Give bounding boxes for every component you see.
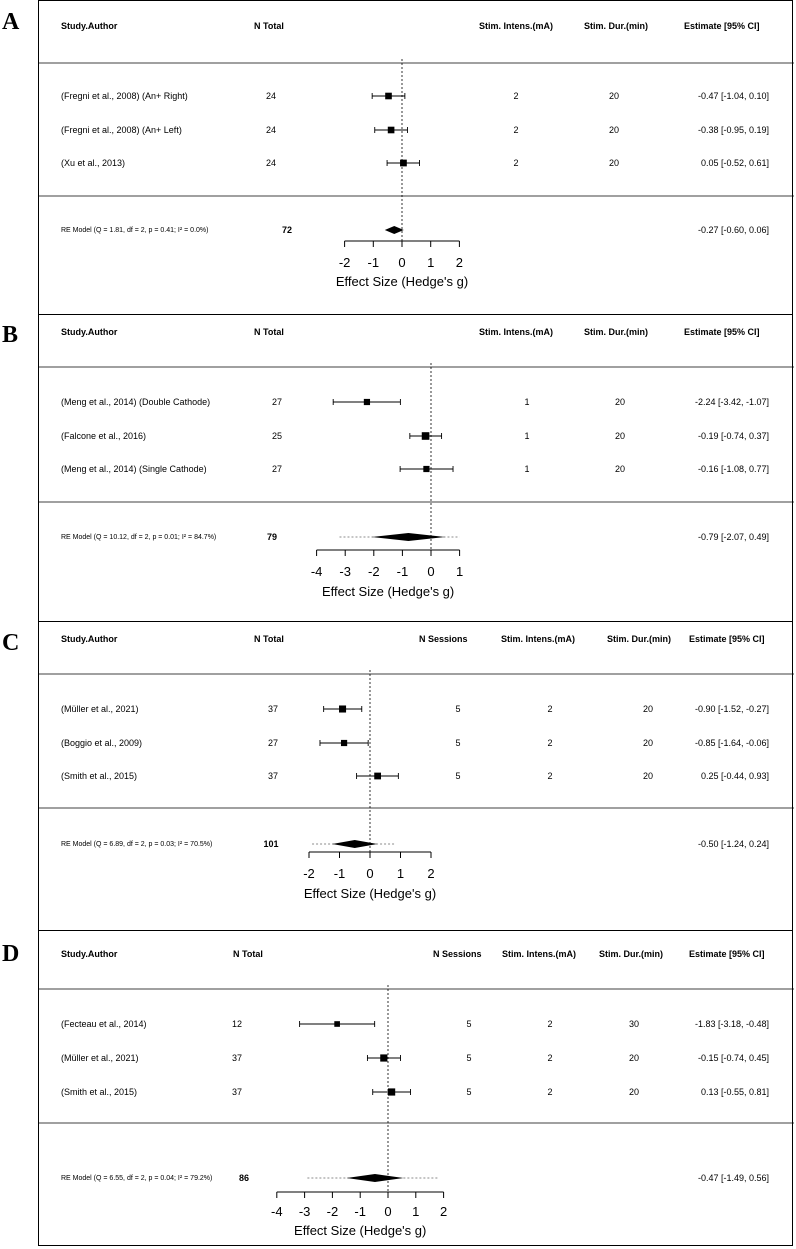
panel-letter-b: B [2,322,19,348]
forest-plot-a [39,1,794,314]
study-estimate-text: 0.25 [-0.44, 0.93] [700,771,769,781]
study-author-label: (Smith et al., 2015) [61,771,138,781]
study-author-label: (Smith et al., 2015) [61,1087,138,1097]
study-point-estimate [334,1021,340,1027]
forest-plot-c [39,622,794,930]
column-header-a-3: Stim. Dur.(min) [584,21,649,31]
study-point-estimate [422,432,430,440]
summary-estimate-text: -0.50 [-1.24, 0.24] [697,839,769,849]
summary-diamond [347,1174,404,1182]
study-n-total: 27 [271,397,283,407]
column-header-b-2: Stim. Intens.(mA) [479,327,554,337]
x-tick-label: 0 [384,1204,392,1219]
study-n-total: 24 [265,158,277,168]
summary-n-total: 79 [266,532,278,542]
summary-estimate-text: -0.27 [-0.60, 0.06] [697,225,769,235]
x-tick-label: 2 [455,255,464,270]
study-author-label: (Müller et al., 2021) [61,1053,139,1063]
x-tick-label: 2 [427,866,435,881]
column-header-c-2: N Sessions [419,634,468,644]
study-point-estimate [374,773,381,780]
summary-model-label: RE Model (Q = 1.81, df = 2, p = 0.41; I² = 0.0%) [61,227,209,234]
study-moderator-value: 20 [642,738,654,748]
study-moderator-value: 2 [547,1087,553,1097]
study-point-estimate [380,1054,387,1061]
study-n-total: 37 [267,771,279,781]
study-author-label: (Fregni et al., 2008) (An+ Left) [61,125,182,135]
x-tick-label: 2 [439,1204,448,1219]
study-moderator-value: 1 [524,431,530,441]
column-header-a-4: Estimate [95% CI] [684,21,760,31]
column-header-a-0: Study.Author [61,21,118,31]
study-point-estimate [388,1088,395,1095]
x-tick-label: -2 [303,866,315,881]
study-point-estimate [364,399,370,405]
column-header-d-1: N Total [233,949,263,959]
study-n-total: 12 [231,1019,243,1029]
study-n-total: 37 [231,1053,243,1063]
column-header-d-5: Estimate [95% CI] [689,949,765,959]
forest-plot-d [39,931,794,1245]
column-header-b-3: Stim. Dur.(min) [584,327,649,337]
study-n-total: 27 [267,738,279,748]
column-header-c-1: N Total [254,634,284,644]
column-header-c-5: Estimate [95% CI] [689,634,765,644]
study-estimate-text: -0.16 [-1.08, 0.77] [697,464,769,474]
study-author-label: (Fecteau et al., 2014) [61,1019,147,1029]
x-axis-label: Effect Size (Hedge's g) [335,274,469,289]
study-estimate-text: -0.47 [-1.04, 0.10] [697,91,769,101]
x-tick-label: -2 [326,1204,339,1219]
study-moderator-value: 5 [466,1087,472,1097]
summary-model-label: RE Model (Q = 10.12, df = 2, p = 0.01; I² = 84.7%) [61,534,217,541]
x-tick-label: -4 [310,564,323,579]
column-header-d-3: Stim. Intens.(mA) [502,949,577,959]
study-estimate-text: -0.15 [-0.74, 0.45] [697,1053,769,1063]
study-moderator-value: 2 [547,1019,553,1029]
study-author-label: (Xu et al., 2013) [61,158,126,168]
x-axis-label: Effect Size (Hedge's g) [321,584,455,599]
study-moderator-value: 5 [466,1053,472,1063]
study-author-label: (Boggio et al., 2009) [61,738,143,748]
study-moderator-value: 30 [628,1019,640,1029]
study-moderator-value: 1 [524,397,530,407]
forest-plot-b [39,315,794,621]
study-moderator-value: 20 [614,464,626,474]
summary-n-total: 86 [238,1173,250,1183]
study-author-label: (Falcone et al., 2016) [61,431,147,441]
study-moderator-value: 20 [628,1087,640,1097]
x-axis-label: Effect Size (Hedge's g) [294,1223,427,1238]
study-estimate-text: 0.13 [-0.55, 0.81] [700,1087,769,1097]
study-moderator-value: 20 [628,1053,640,1063]
column-header-a-1: N Total [254,21,284,31]
summary-diamond [385,226,404,234]
study-author-label: (Meng et al., 2014) (Single Cathode) [61,464,207,474]
x-tick-label: 1 [396,866,405,881]
x-tick-label: 1 [412,1204,420,1219]
study-moderator-value: 2 [547,1053,553,1063]
study-n-total: 24 [265,91,277,101]
x-tick-label: 0 [366,866,374,881]
forest-panel-b [38,314,793,622]
study-n-total: 37 [267,704,279,714]
study-moderator-value: 20 [642,771,654,781]
column-header-c-4: Stim. Dur.(min) [607,634,672,644]
column-header-c-3: Stim. Intens.(mA) [501,634,576,644]
x-tick-label: 1 [427,255,435,270]
summary-model-label: RE Model (Q = 6.89, df = 2, p = 0.03; I² = 70.5%) [61,841,213,848]
x-tick-label: 0 [398,255,406,270]
column-header-d-4: Stim. Dur.(min) [599,949,664,959]
column-header-b-0: Study.Author [61,327,118,337]
study-moderator-value: 2 [547,738,553,748]
x-tick-label: -1 [396,564,409,579]
x-tick-label: -1 [367,255,380,270]
summary-model-label: RE Model (Q = 6.55, df = 2, p = 0.04; I² = 79.2%) [61,1175,213,1182]
study-point-estimate [339,705,346,712]
forest-panel-a [38,0,793,315]
study-moderator-value: 5 [455,738,461,748]
study-estimate-text: -0.19 [-0.74, 0.37] [697,431,769,441]
summary-estimate-text: -0.47 [-1.49, 0.56] [697,1173,769,1183]
study-n-total: 37 [231,1087,243,1097]
study-point-estimate [388,127,395,134]
study-moderator-value: 2 [547,704,553,714]
summary-n-total: 72 [281,225,293,235]
study-moderator-value: 2 [513,91,519,101]
column-header-c-0: Study.Author [61,634,118,644]
forest-panel-d [38,930,793,1246]
panel-letter-c: C [2,630,20,656]
study-n-total: 27 [271,464,283,474]
x-tick-label: 1 [455,564,464,579]
panel-letter-a: A [2,9,20,35]
study-moderator-value: 2 [513,158,519,168]
study-estimate-text: -0.38 [-0.95, 0.19] [697,125,769,135]
study-estimate-text: -0.90 [-1.52, -0.27] [694,704,769,714]
study-moderator-value: 20 [614,431,626,441]
study-point-estimate [400,160,407,167]
study-moderator-value: 20 [608,158,620,168]
study-moderator-value: 1 [524,464,530,474]
study-point-estimate [341,740,347,746]
column-header-a-2: Stim. Intens.(mA) [479,21,554,31]
x-tick-label: -1 [333,866,346,881]
summary-estimate-text: -0.79 [-2.07, 0.49] [697,532,769,542]
x-tick-label: -3 [339,564,351,579]
x-tick-label: -1 [354,1204,366,1219]
column-header-b-4: Estimate [95% CI] [684,327,760,337]
study-point-estimate [385,93,392,100]
study-moderator-value: 5 [466,1019,472,1029]
x-tick-label: -2 [338,255,351,270]
x-axis-label: Effect Size (Hedge's g) [303,886,437,901]
study-moderator-value: 2 [547,771,553,781]
x-tick-label: -4 [271,1204,283,1219]
x-tick-label: 0 [427,564,435,579]
study-estimate-text: 0.05 [-0.52, 0.61] [700,158,769,168]
study-moderator-value: 2 [513,125,519,135]
study-estimate-text: -0.85 [-1.64, -0.06] [694,738,769,748]
forest-panel-c [38,621,793,931]
study-author-label: (Fregni et al., 2008) (An+ Right) [61,91,188,101]
summary-n-total: 101 [263,839,279,849]
study-point-estimate [423,466,429,472]
study-estimate-text: -1.83 [-3.18, -0.48] [694,1019,769,1029]
column-header-d-0: Study.Author [61,949,118,959]
study-n-total: 24 [265,125,277,135]
study-estimate-text: -2.24 [-3.42, -1.07] [694,397,769,407]
x-tick-label: -3 [298,1204,311,1219]
study-n-total: 25 [271,431,283,441]
study-moderator-value: 20 [608,125,620,135]
x-tick-label: -2 [368,564,380,579]
study-moderator-value: 5 [455,771,461,781]
panel-letter-d: D [2,941,20,967]
study-moderator-value: 20 [614,397,626,407]
summary-diamond [372,533,445,541]
study-moderator-value: 20 [608,91,620,101]
study-author-label: (Müller et al., 2021) [61,704,139,714]
study-moderator-value: 5 [455,704,461,714]
study-author-label: (Meng et al., 2014) (Double Cathode) [61,397,211,407]
study-moderator-value: 20 [642,704,654,714]
column-header-d-2: N Sessions [433,949,482,959]
column-header-b-1: N Total [254,327,284,337]
summary-diamond [332,840,377,848]
